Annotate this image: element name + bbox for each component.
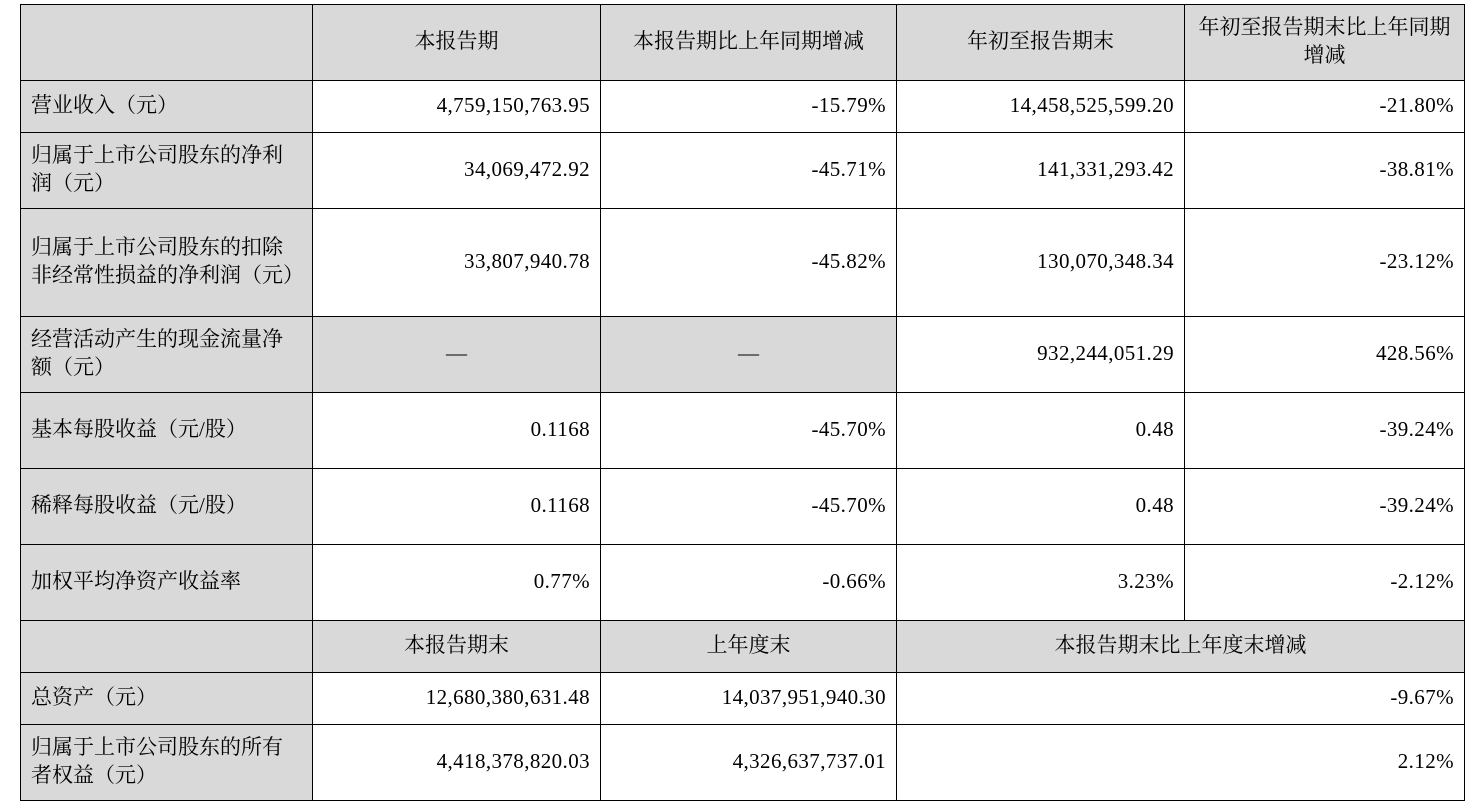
cell-basic-eps-current: 0.1168 (313, 393, 601, 469)
header-ytd: 年初至报告期末 (897, 5, 1185, 81)
row-label-net-profit-excl: 归属于上市公司股东的扣除非经常性损益的净利润（元） (21, 209, 313, 317)
cell-basic-eps-current-yoy: -45.70% (601, 393, 897, 469)
cell-net-profit-ytd-yoy: -38.81% (1185, 133, 1465, 209)
cell-diluted-eps-ytd: 0.48 (897, 469, 1185, 545)
cell-revenue-current: 4,759,150,763.95 (313, 81, 601, 133)
cell-net-profit-excl-current: 33,807,940.78 (313, 209, 601, 317)
table-row (21, 469, 1465, 545)
cell-operating-cashflow-ytd: 932,244,051.29 (897, 317, 1185, 393)
second-header-change: 本报告期末比上年度末增减 (897, 621, 1465, 673)
table-row (21, 393, 1465, 469)
second-header-prior-year-end: 上年度末 (601, 621, 897, 673)
cell-roe-ytd: 3.23% (897, 545, 1185, 621)
cell-equity-period-end: 4,418,378,820.03 (313, 725, 601, 801)
table-row (21, 725, 1465, 801)
table-header-row (21, 5, 1465, 81)
cell-roe-current-yoy: -0.66% (601, 545, 897, 621)
cell-net-profit-excl-current-yoy: -45.82% (601, 209, 897, 317)
table-row (21, 545, 1465, 621)
cell-net-profit-current: 34,069,472.92 (313, 133, 601, 209)
cell-revenue-ytd-yoy: -21.80% (1185, 81, 1465, 133)
cell-operating-cashflow-ytd-yoy: 428.56% (1185, 317, 1465, 393)
cell-operating-cashflow-current: — (313, 317, 601, 393)
cell-revenue-ytd: 14,458,525,599.20 (897, 81, 1185, 133)
row-label-net-profit: 归属于上市公司股东的净利润（元） (21, 133, 313, 209)
cell-revenue-current-yoy: -15.79% (601, 81, 897, 133)
row-label-equity: 归属于上市公司股东的所有者权益（元） (21, 725, 313, 801)
table-row (21, 133, 1465, 209)
cell-equity-prior-year-end: 4,326,637,737.01 (601, 725, 897, 801)
table-second-header-row (21, 621, 1465, 673)
cell-diluted-eps-current-yoy: -45.70% (601, 469, 897, 545)
cell-diluted-eps-ytd-yoy: -39.24% (1185, 469, 1465, 545)
table-row (21, 317, 1465, 393)
header-ytd-yoy: 年初至报告期末比上年同期增减 (1185, 5, 1465, 81)
header-current-period-yoy: 本报告期比上年同期增减 (601, 5, 897, 81)
table-row (21, 81, 1465, 133)
cell-net-profit-excl-ytd: 130,070,348.34 (897, 209, 1185, 317)
cell-roe-current: 0.77% (313, 545, 601, 621)
table-row (21, 209, 1465, 317)
cell-total-assets-change: -9.67% (897, 673, 1465, 725)
row-label-basic-eps: 基本每股收益（元/股） (21, 393, 313, 469)
header-current-period: 本报告期 (313, 5, 601, 81)
cell-basic-eps-ytd: 0.48 (897, 393, 1185, 469)
cell-total-assets-period-end: 12,680,380,631.48 (313, 673, 601, 725)
cell-total-assets-prior-year-end: 14,037,951,940.30 (601, 673, 897, 725)
row-label-total-assets: 总资产（元） (21, 673, 313, 725)
row-label-revenue: 营业收入（元） (21, 81, 313, 133)
cell-net-profit-ytd: 141,331,293.42 (897, 133, 1185, 209)
second-header-period-end: 本报告期末 (313, 621, 601, 673)
cell-diluted-eps-current: 0.1168 (313, 469, 601, 545)
cell-roe-ytd-yoy: -2.12% (1185, 545, 1465, 621)
cell-equity-change: 2.12% (897, 725, 1465, 801)
cell-operating-cashflow-current-yoy: — (601, 317, 897, 393)
cell-net-profit-current-yoy: -45.71% (601, 133, 897, 209)
financial-summary-table (20, 4, 1465, 801)
second-header-corner-cell (21, 621, 313, 673)
row-label-operating-cashflow: 经营活动产生的现金流量净额（元） (21, 317, 313, 393)
cell-net-profit-excl-ytd-yoy: -23.12% (1185, 209, 1465, 317)
cell-basic-eps-ytd-yoy: -39.24% (1185, 393, 1465, 469)
table-row (21, 673, 1465, 725)
row-label-roe: 加权平均净资产收益率 (21, 545, 313, 621)
row-label-diluted-eps: 稀释每股收益（元/股） (21, 469, 313, 545)
header-corner-cell (21, 5, 313, 81)
